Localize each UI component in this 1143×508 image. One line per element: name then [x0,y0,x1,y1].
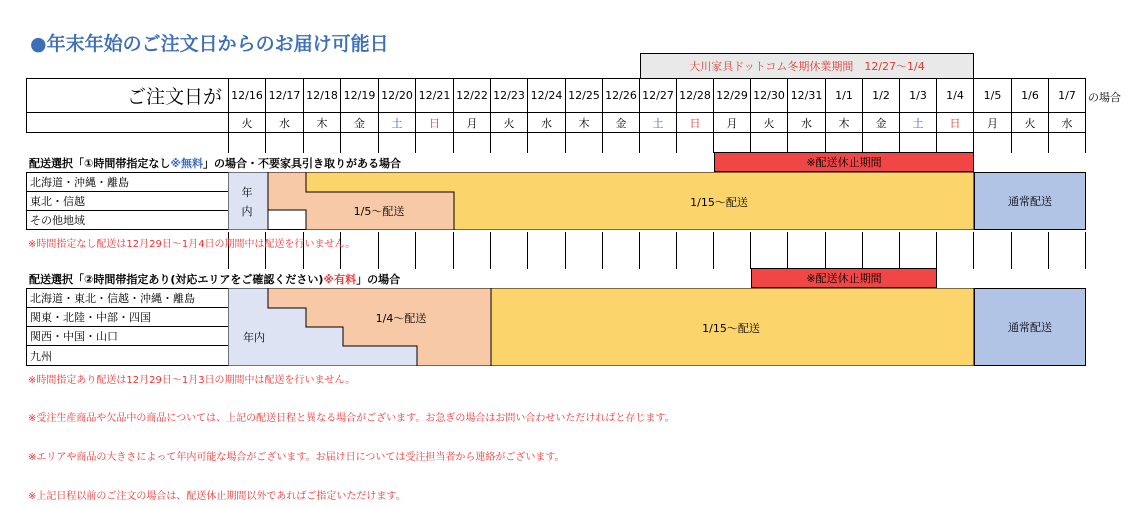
footnote: ※受注生産商品や欠品中の商品については、上記の配送日程と異なる場合がございます。お急ぎの場合はお問い合わせいただければと存じます。 [28,413,675,424]
date-cell: 12/18 [303,78,341,113]
grid-spacer-cell [899,253,937,269]
section2-jan4-label: 1/4〜配送 [375,312,427,325]
weekday-cell: 火 [750,112,788,133]
grid-spacer-cell [303,253,341,269]
weekday-cell: 金 [862,112,900,133]
grid-spacer-cell [750,132,788,153]
date-cell: 12/24 [527,78,566,113]
grid-spacer-cell [825,253,863,269]
grid-spacer-cell [602,232,640,254]
section1-region-row: その他地域 [26,210,229,230]
footnote: ※上記日程以前のご注文の場合は、配送休止期間以外であればご指定いただけます。 [28,491,406,502]
grid-spacer-cell [676,132,714,153]
grid-spacer-cell [415,232,454,254]
date-cell: 1/5 [973,78,1012,113]
grid-spacer-cell [936,253,974,269]
grid-spacer-cell [639,132,677,153]
grid-spacer-cell [228,253,266,269]
date-cell: 12/30 [750,78,788,113]
date-cell: 12/16 [228,78,266,113]
grid-spacer-cell [713,232,751,254]
grid-spacer-cell [899,132,937,153]
grid-spacer-cell [415,253,454,269]
grid-spacer-cell [676,232,714,254]
date-cell: 12/29 [713,78,751,113]
grid-spacer-cell [490,232,528,254]
section1-heading-prefix: 配送選択「①時間帯指定なし [29,157,171,170]
grid-spacer-cell [787,232,826,254]
weekday-cell: 日 [415,112,454,133]
weekday-cell: 日 [936,112,974,133]
weekday-cell: 木 [825,112,863,133]
weekday-cell: 土 [899,112,937,133]
section1-nennai-line1: 年 [241,186,253,199]
weekday-cell: 日 [676,112,714,133]
weekday-cell: 木 [565,112,603,133]
date-cell: 12/21 [415,78,454,113]
weekday-label-cell [26,112,229,133]
grid-spacer-cell [825,232,863,254]
grid-spacer-cell [973,232,1012,254]
section2-region-row: 関東・北陸・中部・四国 [26,307,229,327]
grid-spacer-cell [527,232,566,254]
grid-spacer-cell [973,132,1012,153]
weekday-cell: 土 [378,112,416,133]
section1-delivery-area [228,172,974,230]
date-cell: 1/4 [936,78,974,113]
date-cell: 12/28 [676,78,714,113]
grid-spacer-cell [565,253,603,269]
date-cell: 12/25 [565,78,603,113]
footnote: ※エリアや商品の大きさによって年内可能な場合がございます。お届け日については受注担当者から連絡がございます。 [28,452,565,463]
grid-spacer-cell [750,253,788,269]
grid-spacer-cell [303,132,341,153]
closure-period-header: 大川家具ドットコム冬期休業期間 12/27〜1/4 [640,53,974,79]
grid-spacer-cell [378,253,416,269]
section1-note: ※時間指定なし配送は12月29日〜1月4日の期間中は配送を行いません。 [28,239,356,250]
grid-spacer-cell [527,253,566,269]
grid-spacer-cell [862,232,900,254]
grid-spacer-cell [1011,232,1049,254]
section1-nennai-line2: 内 [241,205,253,218]
date-cell: 1/1 [825,78,863,113]
section2-heading [29,271,400,287]
date-cell: 12/19 [340,78,379,113]
grid-spacer-cell [565,132,603,153]
grid-spacer-cell [265,132,304,153]
section2-heading-suffix: 」の場合 [356,273,401,286]
grid-spacer-cell [490,132,528,153]
section2-heading-highlight: ※有料 [323,273,357,286]
weekday-cell: 金 [602,112,640,133]
section2-region-row: 九州 [26,345,229,366]
grid-spacer-cell [228,132,266,153]
grid-spacer-cell [1011,253,1049,269]
grid-spacer-cell [825,132,863,153]
weekday-cell: 火 [228,112,266,133]
order-date-label: ご注文日が [26,78,229,113]
grid-spacer-cell [787,253,826,269]
date-cell: 1/2 [862,78,900,113]
date-cell: 1/3 [899,78,937,113]
grid-spacer-cell [713,253,751,269]
grid-spacer-cell [862,132,900,153]
section1-heading [29,155,401,171]
grid-spacer-cell [453,253,491,269]
grid-spacer-cell [265,253,304,269]
grid-spacer-cell [415,132,454,153]
grid-spacer-cell [787,132,826,153]
date-cell: 12/17 [265,78,304,113]
grid-spacer-cell [639,253,677,269]
weekday-cell: 土 [639,112,677,133]
grid-spacer-cell [378,232,416,254]
section1-heading-suffix: 」の場合・不要家具引き取りがある場合 [203,157,402,170]
grid-spacer-cell [602,132,640,153]
grid-spacer-cell [1011,132,1049,153]
section1-band-shapes [228,172,974,230]
section2-jan15-label: 1/15〜配送 [702,322,760,335]
grid-spacer-cell [973,253,1012,269]
section1-nennai-label [237,183,257,221]
date-cell: 1/7 [1048,78,1086,113]
grid-spacer-cell [565,232,603,254]
grid-spacer-cell [750,232,788,254]
grid-spacer-cell [713,132,751,153]
grid-spacer-cell [936,132,974,153]
grid-spacer-cell [1048,132,1086,153]
page-title: ●年末年始のご注文日からのお届け可能日 [30,33,389,55]
section1-region-row: 東北・信越 [26,191,229,211]
weekday-cell: 水 [787,112,826,133]
grid-spacer-cell [453,232,491,254]
grid-spacer-cell [490,253,528,269]
grid-spacer-cell [340,132,379,153]
date-cell: 12/31 [787,78,826,113]
date-cell: 12/20 [378,78,416,113]
date-cell: 12/26 [602,78,640,113]
weekday-cell: 月 [713,112,751,133]
section2-heading-prefix: 配送選択「②時間帯指定あり(対応エリアをご確認ください) [29,273,324,286]
section2-note: ※時間指定あり配送は12月29日〜1月3日の期間中は配送を行いません。 [28,375,356,386]
section1-region-row: 北海道・沖縄・離島 [26,172,229,192]
weekday-cell: 木 [303,112,341,133]
weekday-cell: 火 [490,112,528,133]
suffix-label: の場合 [1088,91,1121,104]
weekday-cell: 金 [340,112,379,133]
date-cell: 12/27 [639,78,677,113]
grid-spacer-cell [936,232,974,254]
grid-spacer-cell [340,253,379,269]
grid-spacer-cell [1048,253,1086,269]
grid-spacer-cell [453,132,491,153]
section1-heading-highlight: ※無料 [170,157,204,170]
section2-delivery-area [228,288,974,366]
date-cell: 1/6 [1011,78,1049,113]
section2-region-row: 北海道・東北・信越・沖縄・離島 [26,288,229,308]
section2-band-shapes [228,288,974,366]
date-cell: 12/22 [453,78,491,113]
section1-jan15-label: 1/15〜配送 [690,196,748,209]
weekday-cell: 水 [265,112,304,133]
section1-normal-delivery: 通常配送 [974,172,1086,230]
section2-closure-band: ※配送休止期間 [751,268,937,288]
section1-jan5-label: 1/5〜配送 [353,205,405,218]
section2-region-row: 関西・中国・山口 [26,326,229,346]
weekday-cell: 火 [1011,112,1049,133]
section2-normal-delivery: 通常配送 [974,288,1086,366]
grid-spacer-cell [527,132,566,153]
date-cell: 12/23 [490,78,528,113]
grid-spacer-cell [862,253,900,269]
grid-spacer-cell [378,132,416,153]
weekday-cell: 月 [973,112,1012,133]
weekday-cell: 月 [453,112,491,133]
weekday-cell: 水 [1048,112,1086,133]
grid-spacer-cell [639,232,677,254]
grid-spacer-cell [899,232,937,254]
section2-nennai-label: 年内 [243,331,265,344]
grid-spacer-cell [602,253,640,269]
weekday-cell: 水 [527,112,566,133]
grid-spacer-cell [676,253,714,269]
grid-spacer-cell [1048,232,1086,254]
section1-closure-band: ※配送休止期間 [714,152,974,172]
